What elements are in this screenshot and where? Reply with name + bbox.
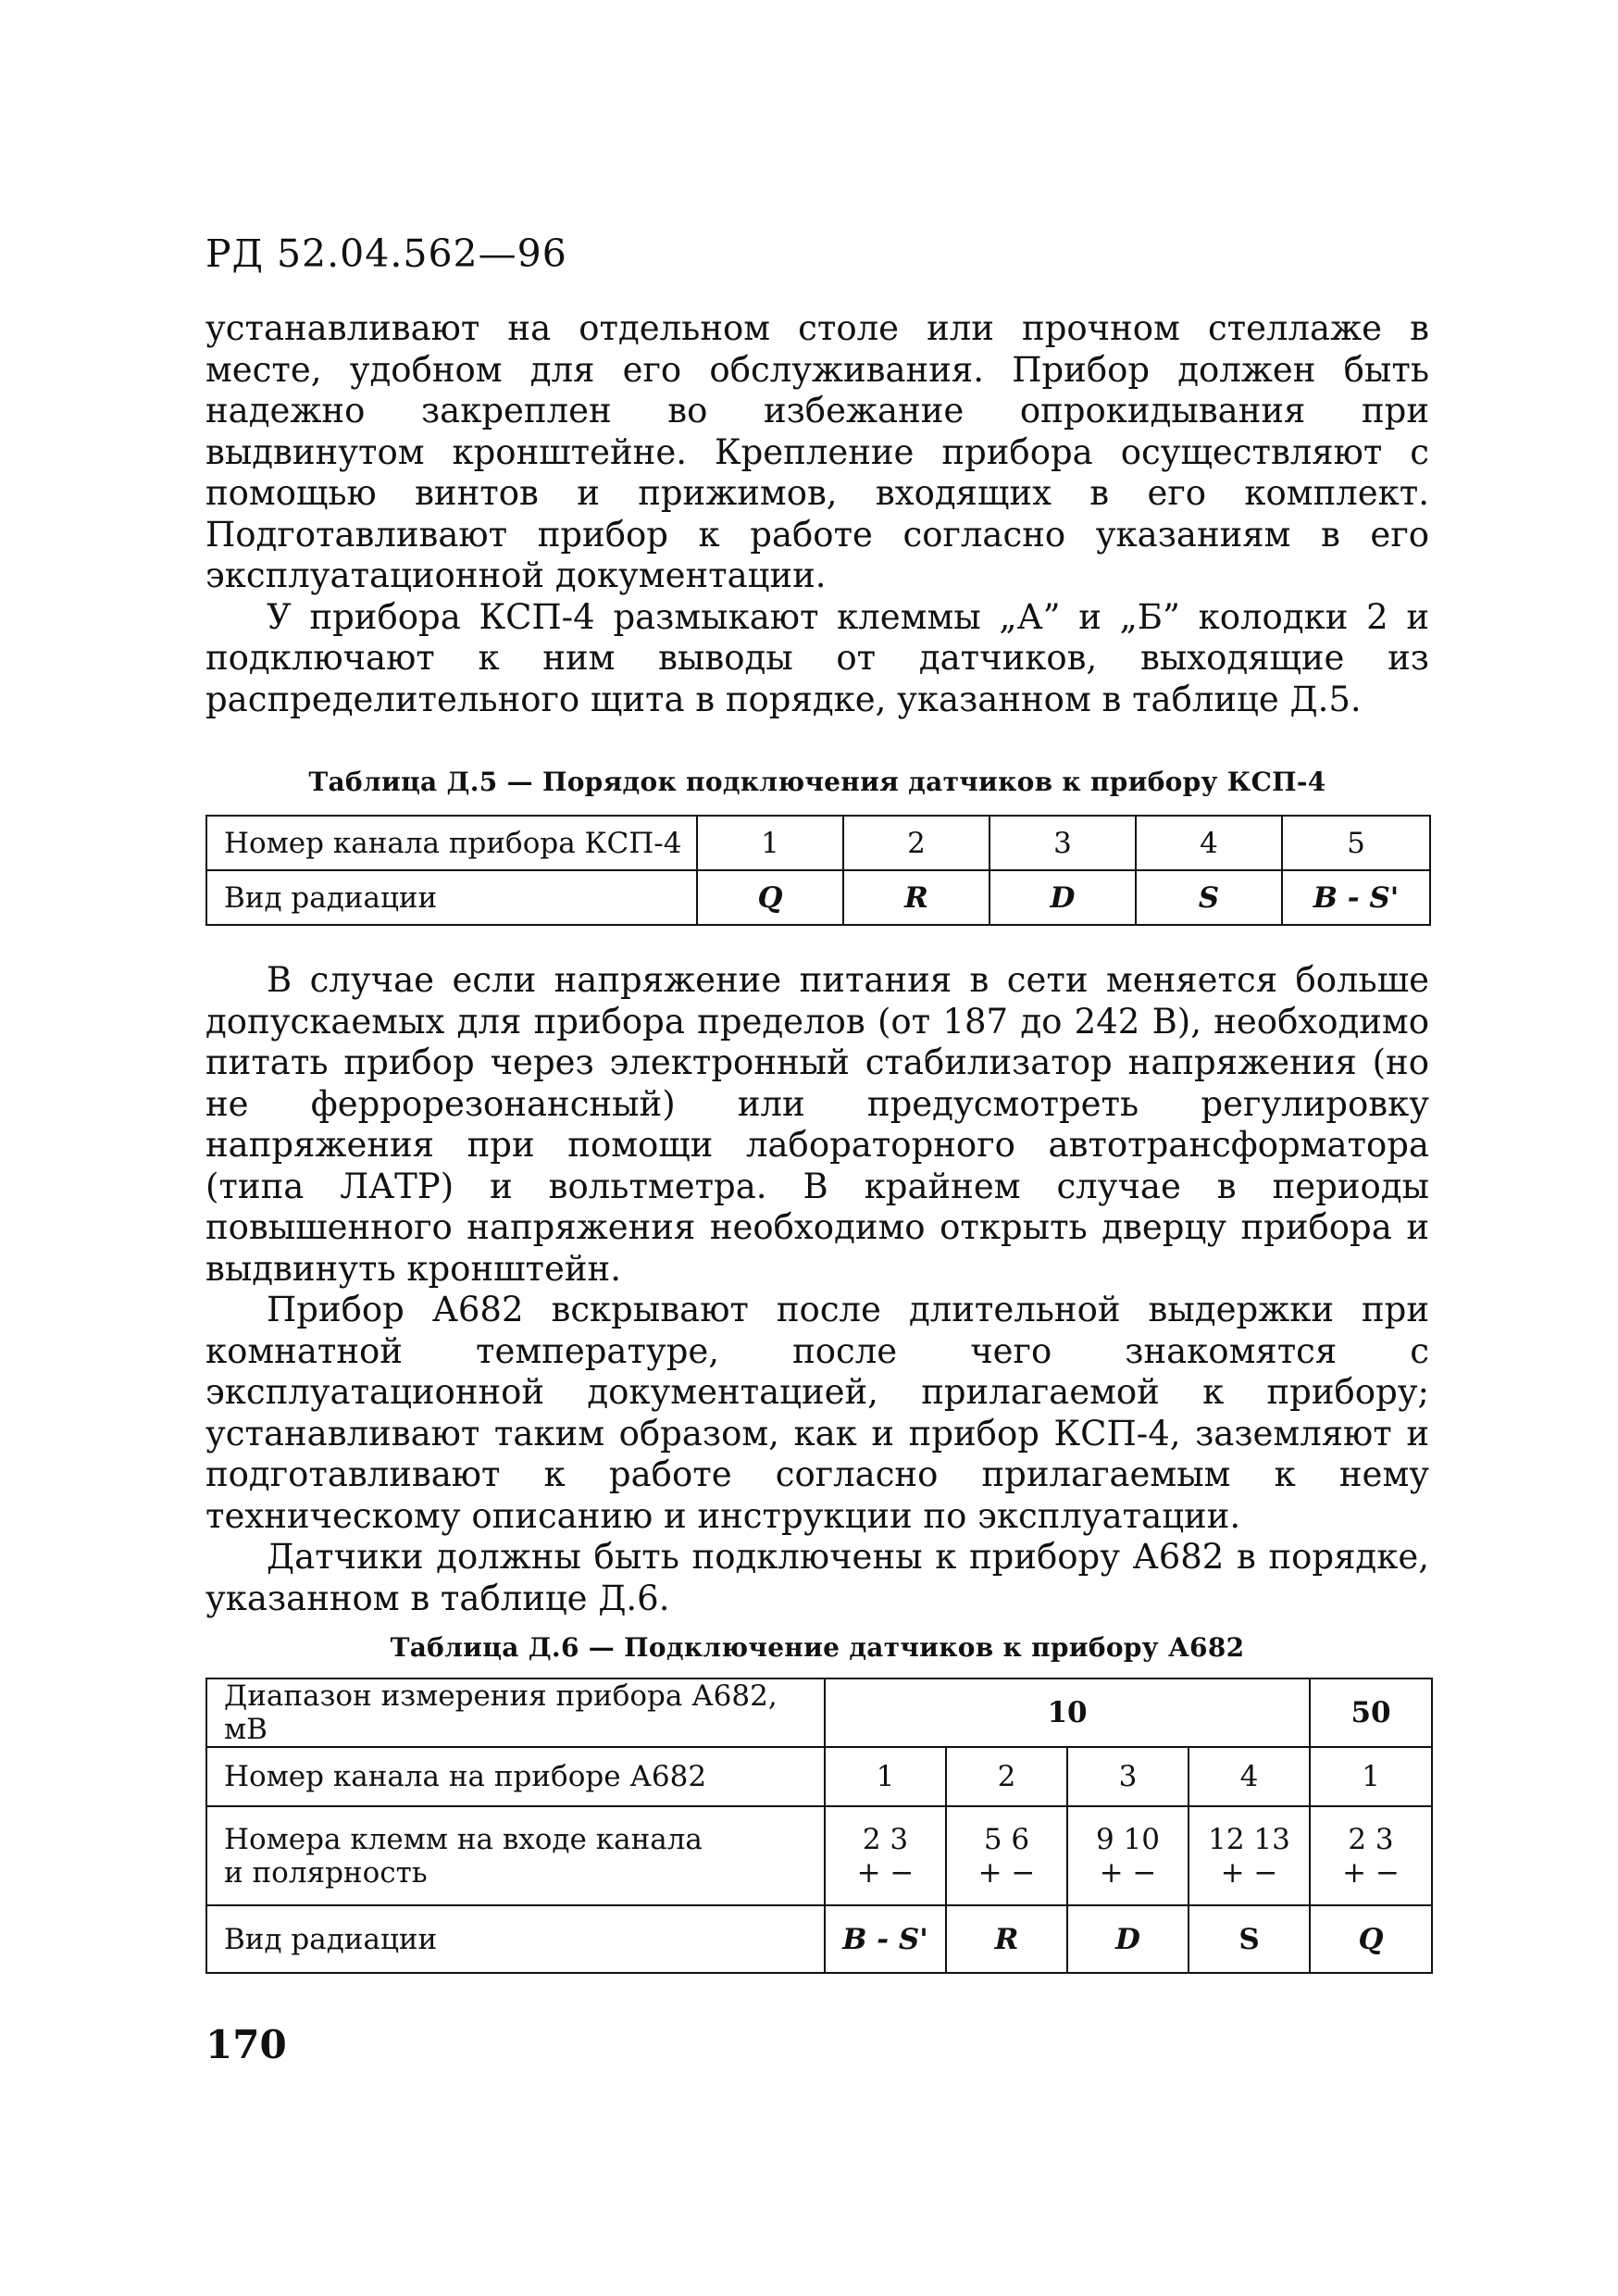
terminal-numbers: 5 6 xyxy=(983,1822,1030,1856)
table-cell: 5 xyxy=(1282,816,1430,870)
table6-caption: Таблица Д.6 — Подключение датчиков к прибору А682 xyxy=(390,1632,1245,1663)
table-row xyxy=(206,1678,1432,1747)
terminal-numbers: 12 13 xyxy=(1208,1822,1290,1856)
polarity: + − xyxy=(977,1855,1036,1890)
paragraph: Прибор А682 вскрывают после длительной выдержки при комнатной температуре, после чего знакомятся с эксплуатационной документацией, прилагаемой к прибору; устанавливают таким образом, как и прибор КСП-4, заземляют и подготавливают к работе согласно прилагаемым к нему техническому описанию и инструкции по эксплуатации. xyxy=(205,1290,1429,1536)
table-cell: Диапазон измерения прибора А682, мВ xyxy=(206,1678,825,1747)
table-row xyxy=(206,1806,1432,1905)
table-cell: R xyxy=(946,1905,1067,1973)
table5 xyxy=(205,815,1431,926)
table-cell: 1 xyxy=(1310,1747,1432,1806)
table-row xyxy=(206,816,1430,870)
cell-line: и полярность xyxy=(224,1855,428,1890)
terminal-numbers: 2 3 xyxy=(862,1822,909,1856)
text-block-1 xyxy=(205,308,1429,720)
table-cell xyxy=(1189,1806,1310,1905)
document-header: РД 52.04.562—96 xyxy=(205,231,567,276)
table-cell: D xyxy=(989,870,1136,925)
table-cell: 3 xyxy=(1067,1747,1189,1806)
polarity: + − xyxy=(1099,1855,1157,1890)
table-cell: 2 xyxy=(843,816,989,870)
polarity: + − xyxy=(856,1855,915,1890)
table-cell: 4 xyxy=(1136,816,1282,870)
table-cell: Вид радиации xyxy=(206,1905,825,1973)
table-cell: Вид радиации xyxy=(206,870,697,925)
table-cell xyxy=(206,1806,825,1905)
paragraph: У прибора КСП-4 размыкают клеммы „А” и „Б” колодки 2 и подключают к ним выводы от датчиков, выходящие из распределительного щита в порядке, указанном в таблице Д.5. xyxy=(205,596,1429,719)
table-cell: 4 xyxy=(1189,1747,1310,1806)
table-cell: B - S' xyxy=(1282,870,1430,925)
table-cell xyxy=(946,1806,1067,1905)
table-cell: 3 xyxy=(989,816,1136,870)
table-cell xyxy=(1310,1806,1432,1905)
polarity: + − xyxy=(1220,1855,1278,1890)
paragraph: устанавливают на отдельном столе или прочном стеллаже в месте, удобном для его обслуживания. Прибор должен быть надежно закреплен во избежание опрокидывания при выдвинутом кронштейне. Крепление прибора осуществляют с помощью винтов и прижимов, входящих в его комплект. Подготавливают прибор к работе согласно указаниям в его эксплуатационной документации. xyxy=(205,308,1429,595)
table-cell: 1 xyxy=(697,816,843,870)
table-row xyxy=(206,870,1430,925)
polarity: + − xyxy=(1342,1855,1400,1890)
table-row xyxy=(206,1747,1432,1806)
cell-line: Номера клемм на входе канала xyxy=(224,1822,703,1856)
terminal-numbers: 2 3 xyxy=(1348,1822,1394,1856)
table-cell: B - S' xyxy=(825,1905,946,1973)
table-cell xyxy=(1067,1806,1189,1905)
text-block-2 xyxy=(205,960,1429,1619)
table-cell: S xyxy=(1136,870,1282,925)
table-cell: 2 xyxy=(946,1747,1067,1806)
table-cell xyxy=(825,1806,946,1905)
table-cell: 50 xyxy=(1310,1678,1432,1747)
table-cell: Q xyxy=(697,870,843,925)
table-cell: 10 xyxy=(825,1678,1310,1747)
table-cell: 1 xyxy=(825,1747,946,1806)
table-cell: Номер канала на приборе А682 xyxy=(206,1747,825,1806)
table-cell: Q xyxy=(1310,1905,1432,1973)
paragraph: Датчики должны быть подключены к прибору А682 в порядке, указанном в таблице Д.6. xyxy=(205,1537,1429,1618)
table-row xyxy=(206,1905,1432,1973)
table6 xyxy=(205,1678,1433,1974)
table-cell: R xyxy=(843,870,989,925)
paragraph: В случае если напряжение питания в сети меняется больше допускаемых для прибора пределов (от 187 до 242 В), необходимо питать прибор через электронный стабилизатор напряжения (но не феррорезонансный) или предусмотреть регулировку напряжения при помощи лабораторного автотрансформатора (типа ЛАТР) и вольтметра. В крайнем случае в периоды повышенного напряжения необходимо открыть дверцу прибора и выдвинуть кронштейн. xyxy=(205,960,1429,1289)
table-cell: Номер канала прибора КСП-4 xyxy=(206,816,697,870)
terminal-numbers: 9 10 xyxy=(1095,1822,1161,1856)
page-number: 170 xyxy=(205,2022,287,2067)
table-cell: S xyxy=(1189,1905,1310,1973)
table-cell: D xyxy=(1067,1905,1189,1973)
table5-caption: Таблица Д.5 — Порядок подключения датчиков к прибору КСП-4 xyxy=(308,767,1326,797)
